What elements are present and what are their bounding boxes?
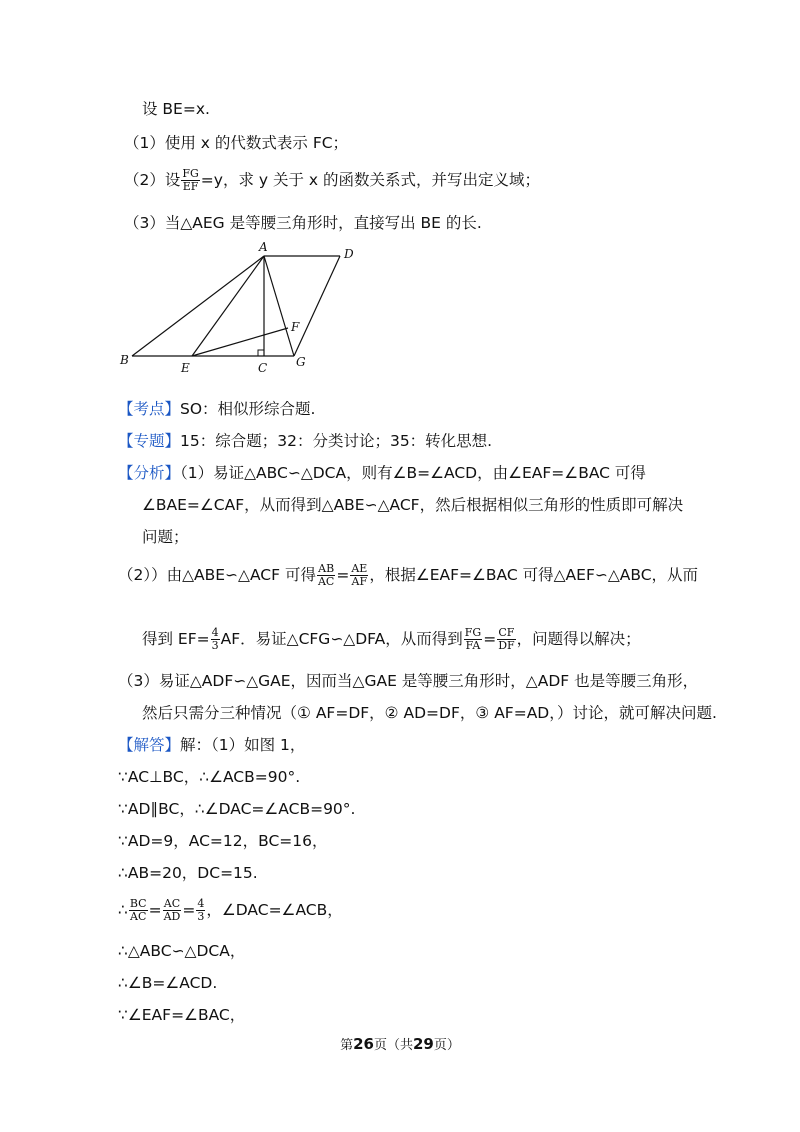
fraction-4-3 <box>196 898 205 923</box>
frac-numerator: 4 <box>197 897 205 910</box>
jieda-line-5: ∴AB=20，DC=15. <box>118 864 258 882</box>
fenxi-line-6: （3）易证△ADF∽△GAE，因而当△GAE 是等腰三角形时，△ADF 也是等腰三角形， <box>118 672 699 690</box>
frac-denominator: EF <box>182 180 199 193</box>
fraction-ae-af <box>350 563 368 588</box>
zhuanti-text: 15：综合题；32：分类讨论；35：转化思想. <box>180 432 493 450</box>
fenxi-line-2: ∠BAE=∠CAF，从而得到△ABE∽△ACF，然后根据相似三角形的性质即可解决 <box>142 496 684 514</box>
frac-numerator: 4 <box>211 626 219 639</box>
fraction-bc-ac <box>129 898 148 923</box>
fenxi-line-1 <box>118 462 646 484</box>
segment-ef <box>192 328 288 356</box>
kaodian-line <box>118 398 315 420</box>
fenxi-4-suffix: ，根据∠EAF=∠BAC 可得△AEF∽△ABC，从而 <box>369 566 699 584</box>
segment-dg <box>294 256 340 356</box>
footer-prefix: 第 <box>340 1038 354 1053</box>
fenxi-line-3: 问题； <box>142 528 189 546</box>
question-part-2 <box>124 168 540 193</box>
label-a: A <box>259 240 268 254</box>
fraction-ab-ac <box>317 563 335 588</box>
frac-numerator: FG <box>464 626 482 639</box>
question-part-3: （3）当△AEG 是等腰三角形时，直接写出 BE 的长. <box>124 214 482 232</box>
geometry-figure <box>118 238 368 378</box>
equals-sign: = <box>182 901 196 919</box>
fraction-ac-ad <box>163 898 182 923</box>
frac-denominator: AC <box>130 910 147 923</box>
label-d: D <box>344 247 354 261</box>
page-footer <box>0 1034 800 1053</box>
jieda-line-3: ∵AD∥BC，∴∠DAC=∠ACB=90°. <box>118 800 356 818</box>
footer-suffix: 页） <box>433 1038 460 1053</box>
jieda-6-suffix: ，∠DAC=∠ACB， <box>206 901 343 919</box>
label-b: B <box>120 353 129 367</box>
fenxi-tag: 【分析】 <box>118 464 181 482</box>
jieda-line-2: ∵AC⊥BC，∴∠ACB=90°. <box>118 768 301 786</box>
fraction-fg-ef <box>181 168 199 193</box>
frac-numerator: FG <box>182 167 199 180</box>
fraction-4-3 <box>211 627 220 652</box>
segment-ae <box>192 256 264 356</box>
zhuanti-tag: 【专题】 <box>118 432 181 450</box>
fenxi-line-5 <box>142 627 641 652</box>
q2-suffix: =y，求 y 关于 x 的函数关系式，并写出定义域； <box>200 171 541 189</box>
equals-sign: = <box>483 630 497 648</box>
frac-numerator: CF <box>498 626 515 639</box>
jieda-line-7: ∴△ABC∽△DCA， <box>118 942 246 960</box>
frac-denominator: FA <box>465 639 481 652</box>
question-part-1: （1）使用 x 的代数式表示 FC； <box>124 134 349 152</box>
frac-denominator: AF <box>351 575 368 588</box>
zhuanti-line <box>118 430 492 452</box>
page-number: 26 <box>353 1035 374 1053</box>
frac-numerator: BC <box>129 897 147 910</box>
jieda-text-1: 解：（1）如图 1， <box>180 736 306 754</box>
q2-prefix: （2）设 <box>124 171 181 189</box>
kaodian-text: SO：相似形综合题. <box>180 400 316 418</box>
label-e: E <box>181 361 190 375</box>
frac-denominator: 3 <box>197 910 205 923</box>
segment-ag <box>264 256 294 356</box>
label-f: F <box>291 320 300 334</box>
fenxi-4-prefix: （2））由△ABE∽△ACF 可得 <box>118 566 316 584</box>
jieda-tag: 【解答】 <box>118 736 181 754</box>
fenxi-5-prefix: 得到 EF= <box>142 630 210 648</box>
jieda-line-9: ∵∠EAF=∠BAC， <box>118 1006 246 1024</box>
jieda-line-1 <box>118 734 305 756</box>
frac-numerator: AC <box>163 897 181 910</box>
frac-numerator: AB <box>318 562 335 575</box>
equals-sign: = <box>148 901 162 919</box>
fenxi-text-1: （1）易证△ABC∽△DCA，则有∠B=∠ACD，由∠EAF=∠BAC 可得 <box>180 464 646 482</box>
frac-numerator: AE <box>351 562 368 575</box>
jieda-line-8: ∴∠B=∠ACD. <box>118 974 218 992</box>
page-total: 29 <box>413 1035 434 1053</box>
frac-denominator: AC <box>317 575 335 588</box>
label-g: G <box>296 355 306 369</box>
kaodian-tag: 【考点】 <box>118 400 181 418</box>
frac-denominator: AD <box>163 910 181 923</box>
fenxi-5-middle: AF．易证△CFG∽△DFA，从而得到 <box>220 630 463 648</box>
fenxi-5-suffix: ，问题得以解决； <box>516 630 641 648</box>
right-angle-mark <box>258 350 264 356</box>
frac-denominator: 3 <box>211 639 219 652</box>
label-c: C <box>258 361 268 375</box>
fraction-cf-df <box>497 627 515 652</box>
therefore-symbol: ∴ <box>118 901 128 919</box>
fraction-fg-fa <box>464 627 482 652</box>
frac-denominator: DF <box>498 639 515 652</box>
footer-middle: 页（共 <box>373 1038 413 1053</box>
equals-sign: = <box>336 566 350 584</box>
setup-line: 设 BE=x. <box>142 100 210 118</box>
fenxi-line-4 <box>118 563 698 588</box>
fenxi-line-7: 然后只需分三种情况（① AF=DF，② AD=DF，③ AF=AD，）讨论，就可解决问题. <box>142 704 717 722</box>
jieda-line-4: ∵AD=9，AC=12，BC=16， <box>118 832 328 850</box>
jieda-line-6 <box>118 898 343 923</box>
